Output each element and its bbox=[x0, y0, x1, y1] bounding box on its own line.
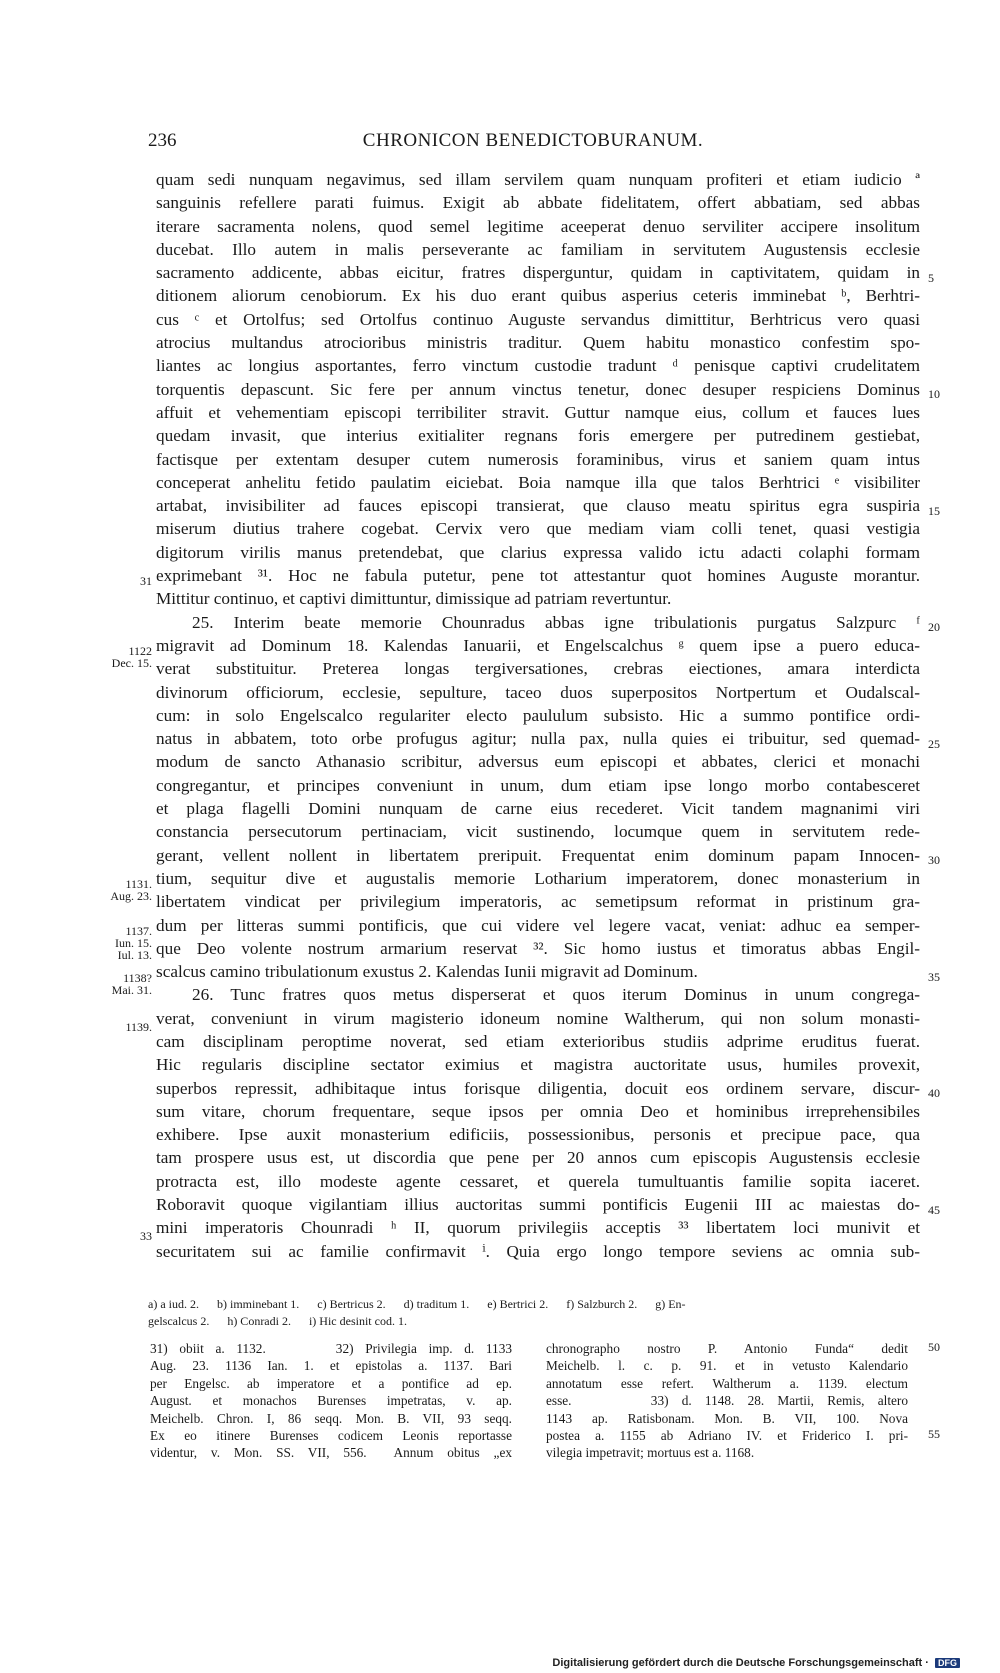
text-line: digitorum virilis manus pretendebat, que clarius expressa valido ictu adacti colaphi formam bbox=[156, 542, 920, 562]
text-line: quedam invasit, que interius exitialiter regnans foris emergere per putredinem gestiebat, bbox=[156, 426, 920, 446]
variant-line: gelscalcus 2. h) Conradi 2. i) Hic desinit cod. 1. bbox=[148, 1314, 407, 1328]
text-line: mini imperatoris Chounradi ʰ II, quorum privilegiis acceptis ³³ libertatem loci munivit et bbox=[156, 1218, 920, 1238]
text-line: tium, sequitur dive et augustalis memorie Lotharium imperatorem, donec monasterium in bbox=[156, 868, 920, 888]
text-line: congregantur, et principes conveniunt in unum, dum etiam ipse longo morbo contabesceret bbox=[156, 775, 920, 795]
text-line: constancia persecutorum pertinaciam, vicit sustinendo, locumque quem in servitutem rede- bbox=[156, 822, 920, 842]
text-line: migravit ad Dominum 18. Kalendas Ianuarii, et Engelscalchus ᵍ quem ipse a puero educa- bbox=[156, 635, 920, 655]
text-line: iterare sacramenta nolens, quod semel legitime aceeperat denuo serviliter accipere insolitum bbox=[156, 216, 920, 236]
text-line: verat substituitur. Preterea longas tergiversationes, crebras eiectiones, amara interdicta bbox=[156, 659, 920, 679]
text-line: Mittitur continuo, et captivi dimittuntur, dimissique ad patriam revertuntur. bbox=[156, 589, 672, 609]
text-line: miserum diutius trahere cogebat. Cervix vero que mediam viam colli tenet, quasi vestigia bbox=[156, 519, 920, 539]
text-line: tam prospere usus est, ut discordia que pene per 20 annos cum episcopis Augustensis ecclesie bbox=[156, 1148, 920, 1168]
footnote-line: Ex eo itinere Burenses codicem Leonis reportasse bbox=[150, 1427, 512, 1443]
text-line: Hic regularis discipline sectator eximius et magistra auctoritate usus, humiles provexit, bbox=[156, 1055, 920, 1075]
text-line: protracta est, illo modeste agente cessaret, et querela tumultuantis familie sopita iaceret. bbox=[156, 1171, 920, 1191]
footnote-line: August. et monachos Burenses impetratas, v. ap. bbox=[150, 1393, 512, 1409]
margin-date: 1137. Iun. 15. Iul. 13. bbox=[115, 924, 152, 962]
text-line: atrocius multandus atrocioribus ministris traditur. Quem habitu monastico confestim spo- bbox=[156, 333, 920, 353]
text-line: et plaga flagelli Domini nunquam de carne eius recederet. Vicit tandem magnanimi viri bbox=[156, 799, 920, 819]
text-line: quam sedi nunquam negavimus, sed illam servilem quam nunquam profiteri et etiam iudicio ª bbox=[156, 170, 920, 189]
footnote-line: 1143 ap. Ratisbonam. Mon. B. VII, 100. Nova bbox=[546, 1410, 908, 1426]
text-line: liantes ac longius asportantes, ferro vinctum custodie tradunt ᵈ penisque captivi crudelitatem bbox=[156, 356, 920, 376]
footnotes-left-column bbox=[150, 1340, 512, 1462]
text-line: divinorum officiorum, ecclesie, sepulture, taceo duos superpositos Nortpertum et Oudalscal- bbox=[156, 682, 920, 702]
variant-readings bbox=[148, 1296, 920, 1330]
line-number: 20 bbox=[928, 620, 940, 634]
text-line: exhibere. Ipse auxit monasterium edificiis, possessionibus, personis et precipue pace, qua bbox=[156, 1125, 920, 1145]
text-line: torquentis depascunt. Sic fere per annum vinctus tenetur, donec desuper respiciens Dominus bbox=[156, 379, 920, 399]
footnote-line: per Engelsc. ab imperatore et a pontifice ad ep. bbox=[150, 1375, 512, 1391]
text-line: cus ᶜ et Ortolfus; sed Ortolfus continuo Auguste servandus dimittitur, Berhtricus vero quasi bbox=[156, 309, 920, 329]
footnote-line: postea a. 1155 ab Adriano IV. et Friderico I. pri- bbox=[546, 1427, 908, 1443]
footnote-line-number: 50 bbox=[928, 1340, 940, 1354]
text-line: superbos repressit, adhibitaque intus forisque diligentia, docuit eos ordinem servare, discur- bbox=[156, 1078, 920, 1098]
line-number: 40 bbox=[928, 1086, 940, 1100]
footnote-line: Meichelb. Chron. I, 86 seqq. Mon. B. VII, 93 seqq. bbox=[150, 1410, 512, 1426]
digitization-credit bbox=[552, 1657, 960, 1669]
text-line: 26. Tunc fratres quos metus disperserat et quos iterum Dominus in unum congrega- bbox=[192, 985, 920, 1005]
line-number: 35 bbox=[928, 970, 940, 984]
margin-date: 1139. bbox=[125, 1020, 152, 1034]
main-text bbox=[156, 168, 920, 1263]
text-line: sanguinis refellere parati fuimus. Exigit ab abbate fidelitatem, offert abbatiam, sed abbas bbox=[156, 193, 920, 213]
footnote-line: esse. 33) d. 1148. 28. Martii, Remis, altero bbox=[546, 1393, 908, 1409]
text-line: que Deo volente nostrum armarium reservat ³². Sic homo iustus et timoratus abbas Engil- bbox=[156, 938, 920, 958]
line-number: 15 bbox=[928, 504, 940, 518]
footnote-line: Aug. 23. 1136 Ian. 1. et epistolas a. 1137. Bari bbox=[150, 1358, 512, 1374]
text-line: gerant, vellent nollent in libertatem preripuit. Frequentat enim dominum papam Innocen- bbox=[156, 845, 920, 865]
variant-line: a) a iud. 2. b) imminebant 1. c) Bertricus 2. d) traditum 1. e) Bertrici 2. f) Salzburch 2. g) En- bbox=[148, 1297, 686, 1311]
text-line: ducebat. Illo autem in malis perseverante ac familiam in servitutem Augustensis ecclesie bbox=[156, 239, 920, 259]
footnote-line: chronographo nostro P. Antonio Funda“ dedit bbox=[546, 1341, 908, 1356]
margin-note: 31 bbox=[140, 574, 152, 588]
line-number: 30 bbox=[928, 853, 940, 867]
footnote-line: vilegia impetravit; mortuus est a. 1168. bbox=[546, 1445, 755, 1461]
text-line: cam disciplinam peroptime noverat, sed etiam exterioribus studiis adprime eruditus fuerat. bbox=[156, 1031, 920, 1051]
line-number: 45 bbox=[928, 1203, 940, 1217]
line-number: 25 bbox=[928, 737, 940, 751]
text-line: factisque per extentam desuper cutem numerosis foraminibus, virus et saniem quam intus bbox=[156, 449, 920, 469]
footnote-line: videntur, v. Mon. SS. VII, 556. Annum obitus „ex bbox=[150, 1445, 512, 1461]
margin-date: 1122 Dec. 15. bbox=[111, 644, 152, 670]
text-line: dum per litteras summi pontificis, que cui videre vel legere vacat, veniat: adhuc ea semper- bbox=[156, 915, 920, 935]
dfg-logo-icon: DFG bbox=[935, 1658, 960, 1668]
text-line: sacramento addicente, abbas eicitur, fratres disperguntur, quidam in captivitatem, quidam in bbox=[156, 263, 920, 283]
text-line: ditionem aliorum cenobiorum. Ex his duo erant quibus asperius ceteris imminebat ᵇ, Berhtri- bbox=[156, 286, 920, 306]
footnote-line-number: 55 bbox=[928, 1427, 940, 1441]
running-title: CHRONICON BENEDICTOBURANUM. bbox=[362, 130, 704, 151]
text-line: securitatem sui ac familie confirmavit ⁱ. Quia ergo longo tempore seviens ac omnia sub- bbox=[156, 1241, 920, 1261]
running-header bbox=[148, 130, 918, 156]
margin-note: 33 bbox=[140, 1229, 152, 1243]
margin-date: 1131. Aug. 23. bbox=[110, 877, 152, 903]
text-line: modum de sancto Athanasio scribitur, adversus eum episcopi et abbates, clerici et monachi bbox=[156, 752, 920, 772]
line-number: 10 bbox=[928, 387, 940, 401]
page-number: 236 bbox=[148, 130, 177, 151]
text-line: conceperat anhelitu fetido paulatim eiciebat. Boia namque illa que talos Berhtrici ᵉ visibiliter bbox=[156, 472, 920, 492]
text-line: sum vitare, chorum frequentare, seque ipsos per omnia Deo et hominibus irreprehensibiles bbox=[156, 1101, 920, 1121]
text-line: exprimebant ³¹. Hoc ne fabula putetur, pene tot attestantur quot homines Auguste morantur. bbox=[156, 566, 920, 586]
text-line: Roboravit quoque vigilantiam illius auctoritas summi pontificis Eugenii III ac maiestas do- bbox=[156, 1195, 920, 1215]
footnotes-right-column bbox=[546, 1340, 908, 1462]
line-number: 5 bbox=[928, 271, 934, 285]
text-line: 25. Interim beate memorie Chounradus abbas igne tribulationis purgatus Salzpurc ᶠ bbox=[192, 612, 920, 632]
text-line: cum: in solo Engelscalco regulariter electo paululum subsisto. Hic a summo pontifice ordi- bbox=[156, 705, 920, 725]
text-line: verat, conveniunt in virum magisterio idoneum nomine Waltherum, qui non solum monasti- bbox=[156, 1008, 920, 1028]
credit-text: Digitalisierung gefördert durch die Deutsche Forschungsgemeinschaft · bbox=[552, 1657, 929, 1669]
text-line: libertatem vindicat per privilegium imperatoris, ac semetipsum reformat in pristinum gra- bbox=[156, 892, 920, 912]
text-line: artabat, invisibiliter ad fauces episcopi transierat, que clauso meatu spiritus egra suspiria bbox=[156, 496, 920, 516]
footnote-line: 31) obiit a. 1132. 32) Privilegia imp. d. 1133 bbox=[150, 1341, 512, 1356]
footnote-line: Meichelb. l. c. p. 91. et in vetusto Kalendario bbox=[546, 1358, 908, 1374]
footnote-line: annotatum esse refert. Waltherum a. 1139. electum bbox=[546, 1375, 908, 1391]
text-line: affuit et vehementiam episcopi terribiliter stravit. Guttur namque eius, collum et fauces lues bbox=[156, 402, 920, 422]
text-line: scalcus camino tribulationum exustus 2. Kalendas Iunii migravit ad Dominum. bbox=[156, 962, 698, 982]
text-line: natus in abbatem, toto orbe profugus agitur; nulla pax, nulla quies ei tribuitur, sed quemad- bbox=[156, 729, 920, 749]
margin-date: 1138? Mai. 31. bbox=[111, 971, 152, 997]
